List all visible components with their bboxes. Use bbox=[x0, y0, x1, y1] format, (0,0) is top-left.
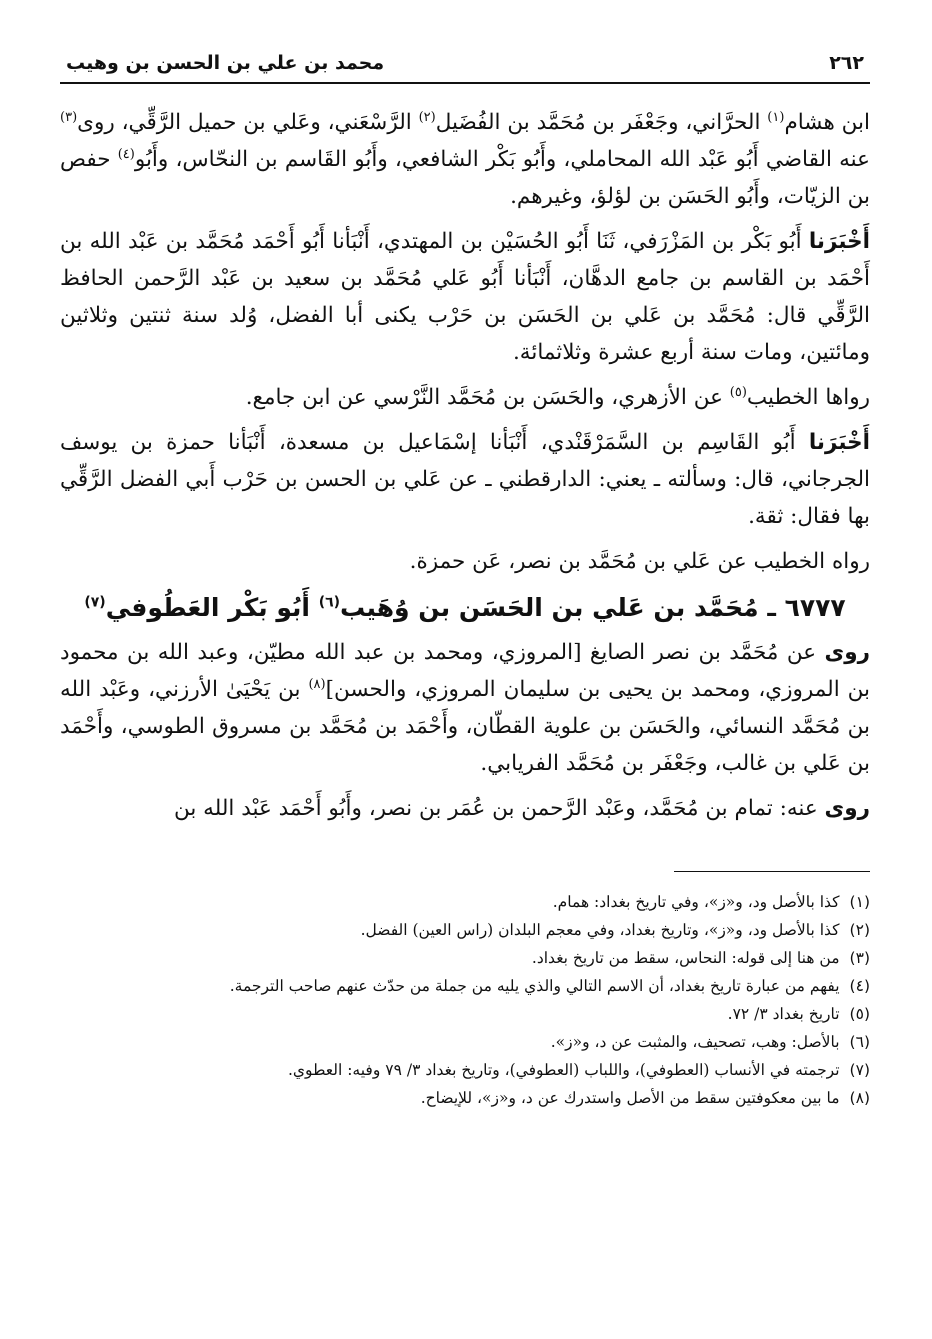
entry-title bbox=[60, 588, 870, 628]
text-segment: عنه: تمام بن مُحَمَّد، وعَبْد الرَّحمن بن عُمَر بن نصر، وأَبُو أَحْمَد عَبْد الله بن bbox=[174, 796, 825, 821]
paragraph bbox=[60, 223, 870, 371]
text-segment: أَبُو بَكْر العَطُوفي bbox=[105, 593, 319, 622]
page-number: ٢٦٢ bbox=[829, 52, 864, 74]
running-title: محمد بن علي بن الحسن بن وهيب bbox=[66, 52, 385, 74]
footnote-marker: (٢) bbox=[418, 109, 436, 125]
footnote-text: بالأصل: وهب، تصحيف، والمثبت عن د، و«ز». bbox=[550, 1033, 840, 1051]
entry-text bbox=[60, 634, 870, 827]
paragraph-lead-word: أَخْبَرَنا bbox=[808, 229, 870, 254]
footnote-item bbox=[60, 1056, 870, 1084]
text-segment: ٦٧٧٧ ـ مُحَمَّد بن عَلي بن الحَسَن بن وُهَيب bbox=[340, 593, 846, 622]
footnote-item bbox=[60, 1000, 870, 1028]
paragraph-lead-word: روى bbox=[824, 640, 870, 665]
footnote-item bbox=[60, 888, 870, 916]
paragraph-lead-word: أَخْبَرَنا bbox=[808, 430, 870, 455]
footnote-marker: (٧) bbox=[84, 594, 106, 611]
text-segment: حفص بن الزيّات، وأَبُو الحَسَن بن لؤلؤ، وغيرهم. bbox=[60, 147, 870, 209]
footnote-text: كذا بالأصل ود، و«ز»، وتاريخ بغداد، وفي معجم البلدان (راس العين) الفضل. bbox=[360, 921, 840, 939]
footnote-number: (٢) bbox=[849, 921, 870, 939]
footnote-number: (٥) bbox=[849, 1005, 870, 1023]
footnote-item bbox=[60, 916, 870, 944]
text-segment: عن مُحَمَّد بن نصر الصايغ [المروزي، ومحمد بن عبد الله مطيّن، وعبد الله بن محمود بن المروزي، ومحمد بن يحيى بن سليمان المروزي، والحسن] bbox=[60, 640, 870, 702]
footnote-text: يفهم من عبارة تاريخ بغداد، أن الاسم التالي والذي يليه من جملة من حدّث عنهم صاحب الترجمة. bbox=[229, 977, 840, 995]
footnotes-list bbox=[60, 888, 870, 1112]
footnote-text: تاريخ بغداد ٣/ ٧٢. bbox=[727, 1005, 840, 1023]
header-rule bbox=[60, 82, 870, 84]
main-text bbox=[60, 104, 870, 580]
footnote-item bbox=[60, 972, 870, 1000]
footnote-number: (١) bbox=[849, 893, 870, 911]
text-segment: رواه الخطيب عن عَلي بن مُحَمَّد بن نصر، عَن حمزة. bbox=[409, 549, 870, 574]
text-segment: الرَّسْعَني، وعَلي بن حميل الرَّقِّي، روى bbox=[77, 110, 419, 135]
footnote-marker: (١) bbox=[767, 109, 785, 125]
paragraph bbox=[60, 543, 870, 580]
text-segment: أَبُو بَكْر بن المَزْرَفي، ثَنَا أَبُو الحُسَيْن بن المهتدي، أَنْبَأنا أَبُو أَحْمَد مُحَمَّد بن عَبْد الله بن أَحْمَد بن القاسم بن جامع الدهَّان، أَنْبَأنا أَبُو عَلي مُحَمَّد بن سعيد بن عَبْد الرَّحمن الحافظ الرَّقِّي قال: مُحَمَّد بن عَلي بن الحَسَن بن حَرْب يكنى أبا الفضل، وُلد سنة ثنتين وثلاثين ومائتين، ومات سنة أربع عشرة وثلاثمائة. bbox=[60, 229, 870, 365]
footnote-number: (٣) bbox=[849, 949, 870, 967]
footnote-item bbox=[60, 944, 870, 972]
footnote-text: ترجمته في الأنساب (العطوفي)، واللباب (العطوفي)، وتاريخ بغداد ٣/ ٧٩ وفيه: العطوي. bbox=[288, 1061, 840, 1079]
paragraph-lead-word: روى bbox=[824, 796, 870, 821]
footnote-text: من هنا إلى قوله: النحاس، سقط من تاريخ بغداد. bbox=[531, 949, 840, 967]
text-segment: عنه القاضي أَبُو عَبْد الله المحاملي، وأَبُو بَكْر الشافعي، وأَبُو القَاسم بن النحّاس، وأَبُو bbox=[134, 147, 871, 172]
text-segment: عن الأزهري، والحَسَن بن مُحَمَّد النَّرْسي عن ابن جامع. bbox=[245, 385, 730, 410]
paragraph bbox=[60, 634, 870, 782]
book-page bbox=[60, 52, 870, 1112]
footnote-rule bbox=[674, 871, 870, 872]
footnote-marker: (٤) bbox=[117, 146, 135, 162]
page-header bbox=[60, 52, 870, 82]
footnote-text: كذا بالأصل ود، و«ز»، وفي تاريخ بغداد: همام. bbox=[552, 893, 840, 911]
footnote-number: (٨) bbox=[849, 1089, 870, 1107]
text-segment: ابن هشام bbox=[784, 110, 870, 135]
footnote-number: (٤) bbox=[849, 977, 870, 995]
footnote-marker: (٣) bbox=[60, 109, 78, 125]
footnote-item bbox=[60, 1084, 870, 1112]
paragraph bbox=[60, 104, 870, 215]
text-segment: الحرَّاني، وجَعْفَر بن مُحَمَّد بن الفُضَيل bbox=[435, 110, 768, 135]
footnote-item bbox=[60, 1028, 870, 1056]
text-segment: أَبُو القَاسِم بن السَّمَرْقَنْدي، أَنْبَأنا إسْمَاعيل بن مسعدة، أَنْبَأنا حمزة بن يوسف الجرجاني، قال: وسألته ـ يعني: الدارقطني ـ عن عَلي بن الحسن بن حَرْب أَبي الفضل الرَّقِّي بها فقال: ثقة. bbox=[60, 430, 870, 529]
footnote-marker: (٦) bbox=[318, 594, 341, 611]
footnote-text: ما بين معكوفتين سقط من الأصل واستدرك عن د، و«ز»، للإيضاح. bbox=[420, 1089, 840, 1107]
footnote-marker: (٨) bbox=[308, 676, 326, 692]
footnote-marker: (٥) bbox=[729, 384, 747, 400]
footnote-number: (٧) bbox=[849, 1061, 870, 1079]
text-segment: بن يَحْيَىٰ الأرزني، وعَبْد الله بن مُحَمَّد النسائي، والحَسَن بن علوية القطّان، وأَحْمَد بن مُحَمَّد بن مسروق الطوسي، وأَحْمَد بن عَلي بن غالب، وجَعْفَر بن مُحَمَّد الفريابي. bbox=[60, 677, 870, 776]
paragraph bbox=[60, 424, 870, 535]
paragraph bbox=[60, 790, 870, 827]
footnote-number: (٦) bbox=[849, 1033, 870, 1051]
text-segment: رواها الخطيب bbox=[746, 385, 870, 410]
paragraph bbox=[60, 379, 870, 416]
